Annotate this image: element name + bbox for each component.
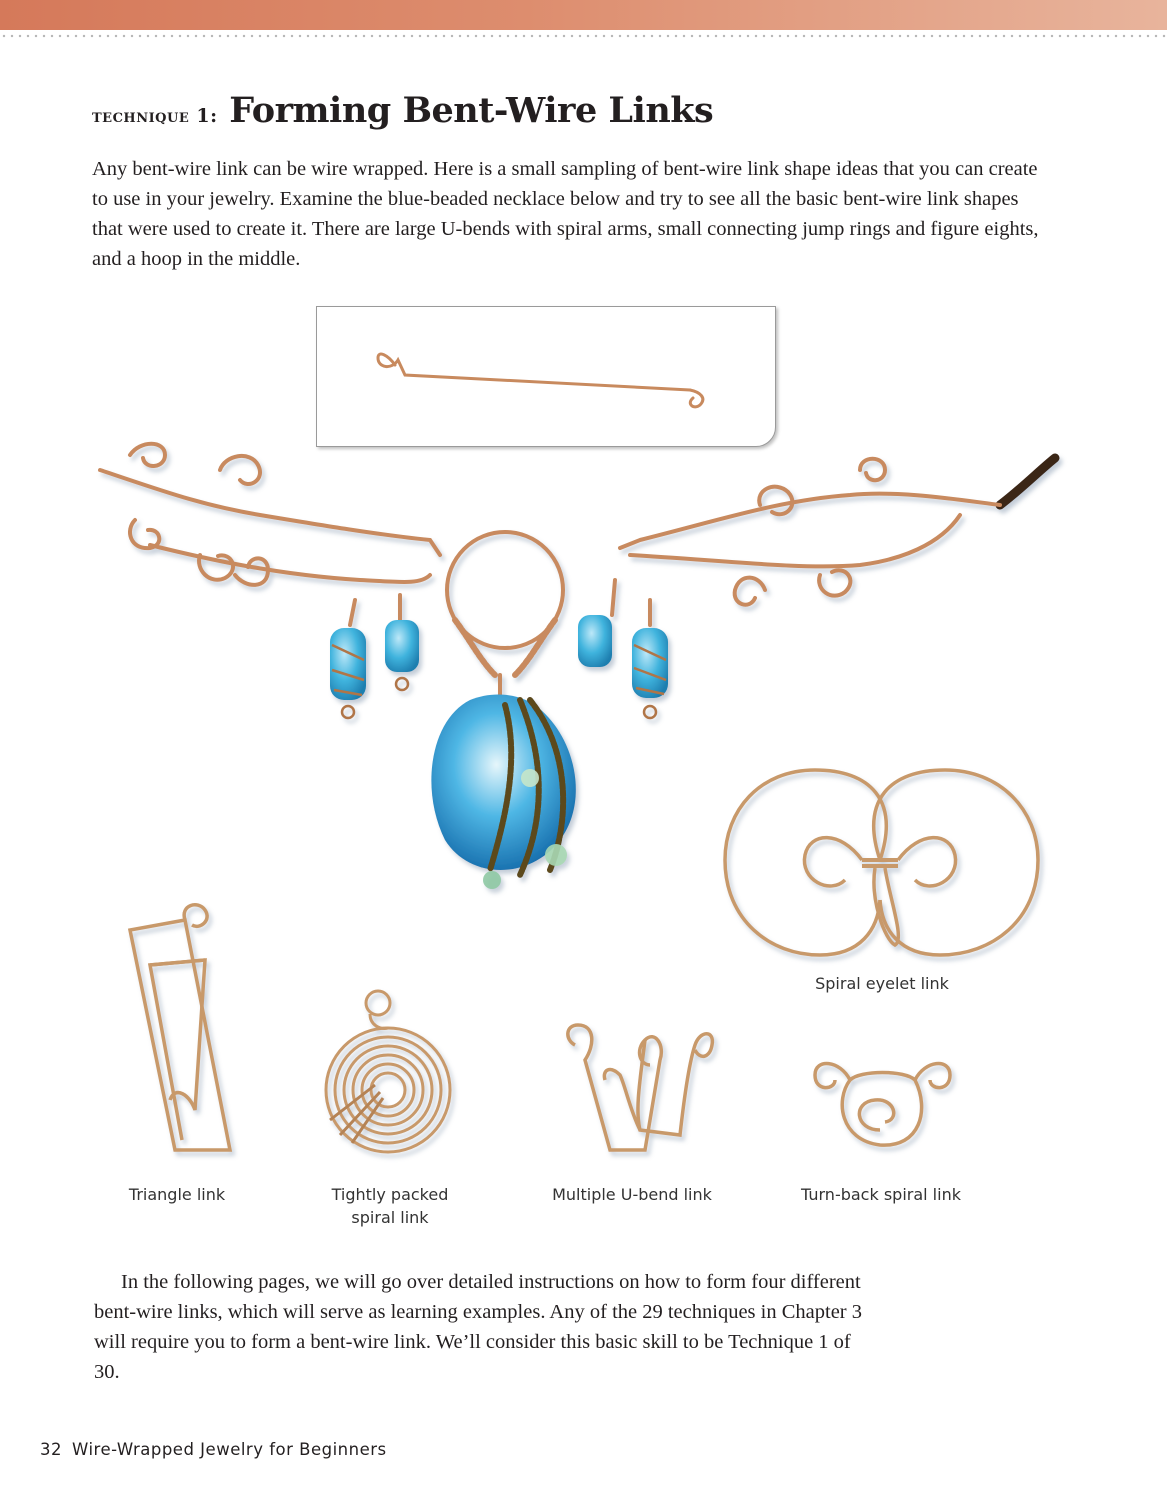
multiple-u-bend-link	[568, 1025, 713, 1150]
turquoise-bead	[385, 620, 419, 672]
tightly-packed-spiral-link	[326, 991, 450, 1152]
caption-turn-back-spiral-link: Turn-back spiral link	[801, 1185, 961, 1204]
caption-tightly-packed-text: Tightly packed spiral link	[331, 1185, 449, 1227]
intro-paragraph: Any bent-wire link can be wire wrapped. Here is a small sampling of bent-wire link shape ideas that you can create to use in your jewelry. Examine the blue-beaded necklace below and try to see all the basic bent-wire link shapes that were used to create it. There are large U-bends with spiral arms, small connecting jump rings and figure eights, and a hoop in the middle.	[92, 158, 1039, 270]
page-footer	[40, 1440, 387, 1459]
technique-title: Forming Bent-Wire Links	[229, 90, 714, 131]
triangle-link	[130, 905, 230, 1150]
blue-glass-pendant	[431, 695, 575, 870]
technique-label: technique 1:	[92, 105, 218, 127]
book-title: Wire-Wrapped Jewelry for Beginners	[72, 1440, 387, 1459]
necklace-cord	[1000, 458, 1055, 505]
caption-multiple-u-bend-link: Multiple U-bend link	[552, 1185, 712, 1204]
caption-triangle-link: Triangle link	[128, 1185, 226, 1204]
turquoise-bead	[578, 615, 612, 667]
outro-paragraph: In the following pages, we will go over detailed instructions on how to form four different bent-wire links, which will serve as learning examples. Any of the 29 techniques in Chapter 3 will require you to form a bent-wire link. We’ll consider this basic skill to be Technique 1 of 30.	[94, 1271, 862, 1383]
caption-tightly-packed-spiral-link	[290, 1183, 490, 1229]
spiral-eyelet-link	[725, 770, 1038, 955]
turn-back-spiral-link	[815, 1064, 950, 1146]
blue-beaded-necklace	[100, 444, 1055, 889]
caption-spiral-eyelet-link: Spiral eyelet link	[815, 974, 949, 993]
page-number: 32	[40, 1440, 62, 1459]
straight-wire-link	[378, 354, 703, 407]
